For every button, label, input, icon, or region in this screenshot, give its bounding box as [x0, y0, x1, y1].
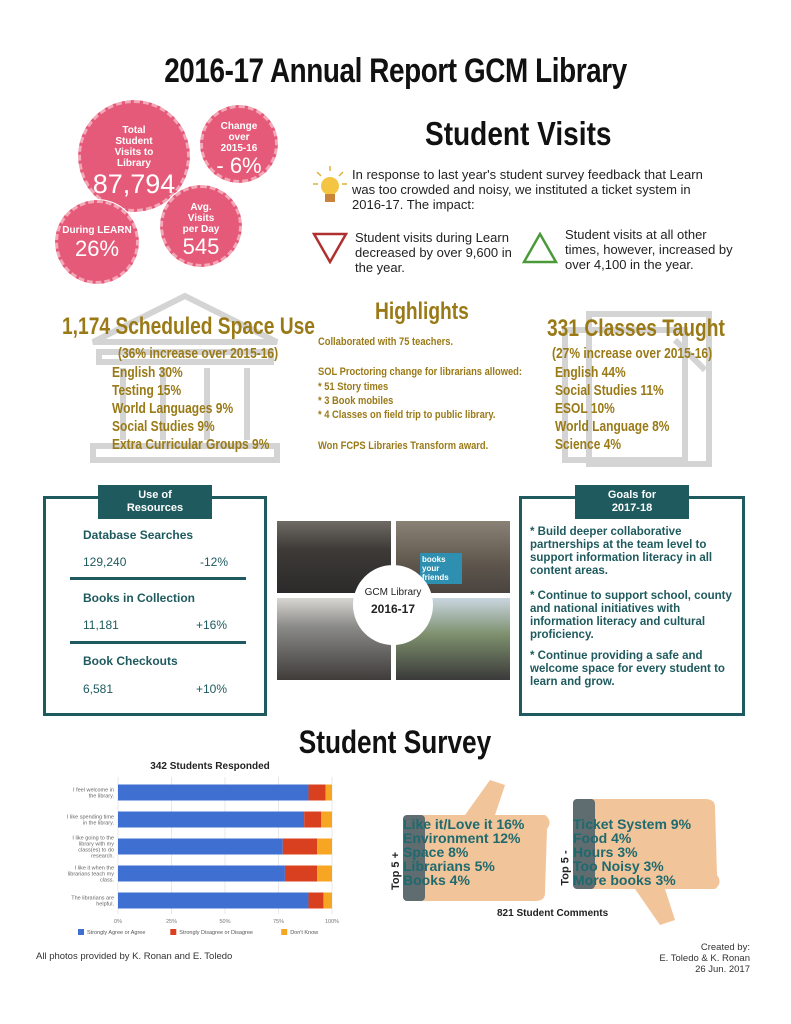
- divider: [70, 641, 246, 644]
- resources-tab: [98, 485, 212, 519]
- x-tick-label: 100%: [324, 919, 340, 925]
- classes-heading: 331 Classes Taught: [547, 315, 725, 342]
- bar-segment: [308, 785, 325, 801]
- created-line1: Created by:: [700, 942, 750, 953]
- classes-sub: (27% increase over 2015-16): [552, 345, 713, 362]
- space-use-sub: (36% increase over 2015-16): [118, 345, 279, 362]
- photo-credit: All photos provided by K. Ronan and E. Toledo: [36, 951, 233, 962]
- learn-circle: [55, 200, 139, 284]
- list-item: Space 8%: [403, 844, 469, 860]
- legend-swatch: [78, 929, 84, 935]
- category-label: I feel welcome in the library.: [73, 787, 114, 800]
- list-item: Food 4%: [573, 830, 632, 846]
- bar-segment: [118, 812, 304, 828]
- created-line2: E. Toledo & K. Ronan: [659, 953, 750, 964]
- goals-tab-line1: Goals for: [607, 489, 657, 501]
- top-minus-list: [573, 817, 691, 887]
- bar-segment: [304, 812, 321, 828]
- visits-intro: In response to last year's student survey feedback that Learn was too crowded and noisy, we instituted a ticket system in 2016-17. The impact:: [352, 167, 703, 212]
- collage-center-circle: [353, 565, 433, 645]
- top-minus-label: Top 5 -: [559, 850, 572, 886]
- change-value: - 6%: [216, 153, 262, 178]
- collage-year: 2016-17: [370, 602, 416, 616]
- legend-swatch: [281, 929, 287, 935]
- list-item: Like it/Love it 16%: [403, 816, 525, 832]
- chart-title: 342 Students Responded: [150, 761, 270, 772]
- list-item: Extra Curricular Groups 9%: [112, 436, 270, 453]
- goal-item-1: * Build deeper collaborative partnerships at the team level to support information literacy in all content areas.: [530, 526, 713, 577]
- page-title: 2016-17 Annual Report GCM Library: [164, 52, 627, 90]
- list-item: Social Studies 9%: [112, 418, 215, 435]
- bar-segment: [317, 866, 332, 882]
- legend-label: Strongly Disagree or Disagree: [179, 930, 253, 936]
- list-item: Testing 15%: [112, 382, 182, 399]
- x-tick-label: 25%: [165, 919, 178, 925]
- highlights-line5: * 4 Classes on field trip to public library.: [318, 409, 496, 421]
- learn-value: 26%: [74, 236, 120, 261]
- avg-visits-circle: [160, 185, 242, 267]
- list-item: Hours 3%: [573, 844, 638, 860]
- avg-visits-label: Avg. Visits per Day: [182, 202, 220, 235]
- resource-value-checkouts: 6,581: [83, 682, 114, 696]
- resource-change-books: +16%: [196, 618, 228, 632]
- list-item: World Language 8%: [555, 418, 670, 435]
- legend-label: Don't Know: [290, 930, 319, 936]
- resources-tab-line2: Resources: [126, 502, 184, 514]
- highlights-line1: Collaborated with 75 teachers.: [318, 336, 454, 348]
- list-item: Environment 12%: [403, 830, 521, 846]
- lightbulb-icon: [312, 164, 348, 208]
- goals-tab-line2: 2017-18: [611, 502, 653, 514]
- total-visits-label: Total Student Visits to Library: [114, 125, 154, 169]
- bar-segment: [323, 893, 332, 909]
- bar-segment: [118, 839, 283, 855]
- change-label: Change over 2015-16: [220, 121, 258, 154]
- list-item: English 30%: [112, 364, 183, 381]
- top-plus-label: Top 5 +: [390, 852, 402, 890]
- x-tick-label: 75%: [272, 919, 285, 925]
- resource-label-db: Database Searches: [83, 528, 194, 542]
- resource-value-db: 129,240: [83, 555, 127, 569]
- list-item: ESOL 10%: [555, 400, 615, 417]
- resource-change-checkouts: +10%: [196, 682, 228, 696]
- learn-label: During LEARN: [62, 225, 132, 236]
- category-label: I like it when the librarians teach my class.: [67, 865, 114, 884]
- change-circle: [200, 105, 278, 183]
- created-by: [600, 942, 750, 975]
- bar-segment: [283, 839, 317, 855]
- list-item: Too Noisy 3%: [573, 858, 664, 874]
- survey-heading: Student Survey: [298, 724, 492, 760]
- legend-label: Strongly Agree or Agree: [87, 930, 146, 936]
- bar-segment: [285, 866, 317, 882]
- x-tick-label: 50%: [219, 919, 231, 925]
- goal-item-3: * Continue providing a safe and welcome space for every student to learn and grow.: [530, 650, 725, 688]
- list-item: English 44%: [555, 364, 626, 381]
- goals-tab: [575, 485, 689, 519]
- highlights-line2: SOL Proctoring change for librarians allowed:: [318, 366, 523, 378]
- list-item: More books 3%: [573, 872, 676, 888]
- total-visits-value: 87,794: [92, 169, 176, 199]
- highlights-line6: Won FCPS Libraries Transform award.: [318, 440, 489, 452]
- sign-text: books your friends: [420, 553, 462, 584]
- list-item: Books 4%: [403, 872, 470, 888]
- visits-increase: Student visits at all other times, however, increased by over 4,100 in the year.: [565, 227, 733, 272]
- bar-segment: [118, 893, 308, 909]
- highlights-heading: Highlights: [375, 298, 469, 325]
- highlights-line4: * 3 Book mobiles: [318, 395, 394, 407]
- top-plus-list: [403, 817, 524, 887]
- student-comments: 821 Student Comments: [497, 908, 609, 919]
- up-triangle-icon: [522, 232, 558, 269]
- resources-tab-line1: Use of: [138, 489, 172, 501]
- resource-value-books: 11,181: [83, 618, 119, 632]
- bar-segment: [326, 785, 332, 801]
- resource-label-books: Books in Collection: [83, 591, 196, 605]
- bar-segment: [118, 785, 308, 801]
- divider: [70, 577, 246, 580]
- list-item: Science 4%: [555, 436, 622, 453]
- goal-item-2: * Continue to support school, county and national initiatives with information literacy and cultural proficiency.: [530, 590, 732, 641]
- bar-segment: [321, 812, 332, 828]
- legend-swatch: [170, 929, 176, 935]
- survey-chart: [40, 755, 360, 945]
- resource-label-checkouts: Book Checkouts: [83, 654, 178, 668]
- bar-segment: [308, 893, 323, 909]
- list-item: Librarians 5%: [403, 858, 495, 874]
- category-label: I like spending time in the library.: [66, 814, 114, 827]
- space-use-heading: 1,174 Scheduled Space Use: [62, 313, 315, 340]
- category-label: I like going to the library with my class(es) to do research.: [72, 835, 114, 860]
- list-item: Social Studies 11%: [555, 382, 664, 399]
- visits-decrease: Student visits during Learn decreased by over 9,600 in the year.: [355, 230, 512, 275]
- x-tick-label: 0%: [114, 919, 122, 925]
- highlights-line3: * 51 Story times: [318, 381, 389, 393]
- student-visits-heading: Student Visits: [425, 115, 612, 152]
- list-item: Ticket System 9%: [573, 816, 692, 832]
- collage-title: GCM Library: [364, 587, 422, 598]
- created-line3: 26 Jun. 2017: [695, 964, 750, 975]
- space-use-list: [112, 364, 309, 454]
- bar-segment: [317, 839, 332, 855]
- avg-visits-value: 545: [182, 234, 220, 259]
- classes-list: [555, 364, 698, 454]
- down-triangle-icon: [312, 232, 348, 269]
- list-item: World Languages 9%: [112, 400, 234, 417]
- bar-segment: [118, 866, 285, 882]
- category-label: The librarians are helpful.: [71, 895, 114, 908]
- resource-change-db: -12%: [200, 555, 229, 569]
